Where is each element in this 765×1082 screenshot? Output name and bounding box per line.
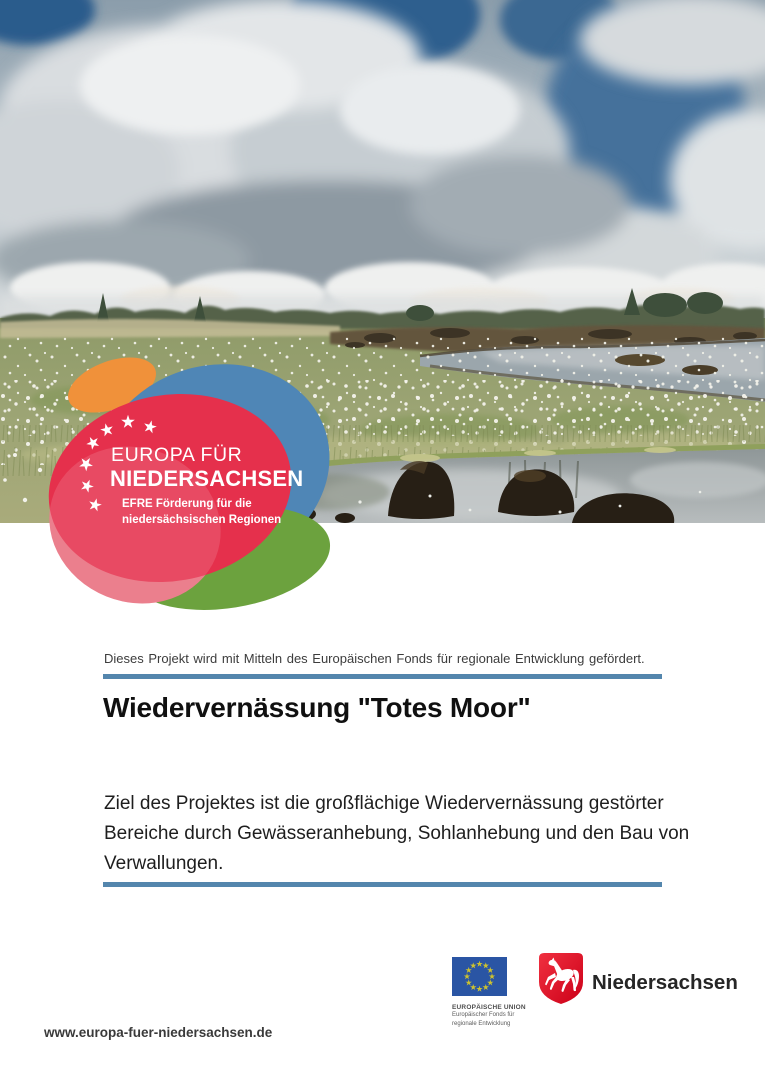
eu-label-entwicklung: regionale Entwicklung [452,1020,511,1027]
website-link[interactable]: www.europa-fuer-niedersachsen.de [44,1025,273,1040]
eu-label-fonds: Europäischer Fonds für [452,1012,515,1018]
page-title: Wiedervernässung "Totes Moor" [103,692,531,723]
logo-text-efre-1: EFRE Förderung für die [122,498,252,510]
divider-rule-top [103,674,662,679]
logo-text-efre-2: niedersächsischen Regionen [122,514,282,526]
funding-note: Dieses Projekt wird mit Mitteln des Europäischen Fonds für regionale Entwicklung gefördert. [104,651,645,666]
eu-label-union: EUROPÄISCHE UNION [452,1004,526,1011]
project-description: Ziel des Projektes ist die großflächige Wiedervernässung gestörter Bereiche durch Gewässeranhebung, Sohlanhebung und den Bau von Verwallungen. [104,793,690,874]
eu-flag-icon [452,957,507,996]
niedersachsen-horse-shield-icon [538,952,584,1005]
europa-fuer-niedersachsen-logo [42,356,334,612]
logo-text-niedersachsen: NIEDERSACHSEN [110,466,304,491]
niedersachsen-logo-block [538,952,738,1010]
sky [0,0,765,335]
logo-text-europa: EUROPA FÜR [111,444,243,466]
divider-rule-bottom [103,882,662,887]
niedersachsen-wordmark: Niedersachsen [592,971,738,994]
